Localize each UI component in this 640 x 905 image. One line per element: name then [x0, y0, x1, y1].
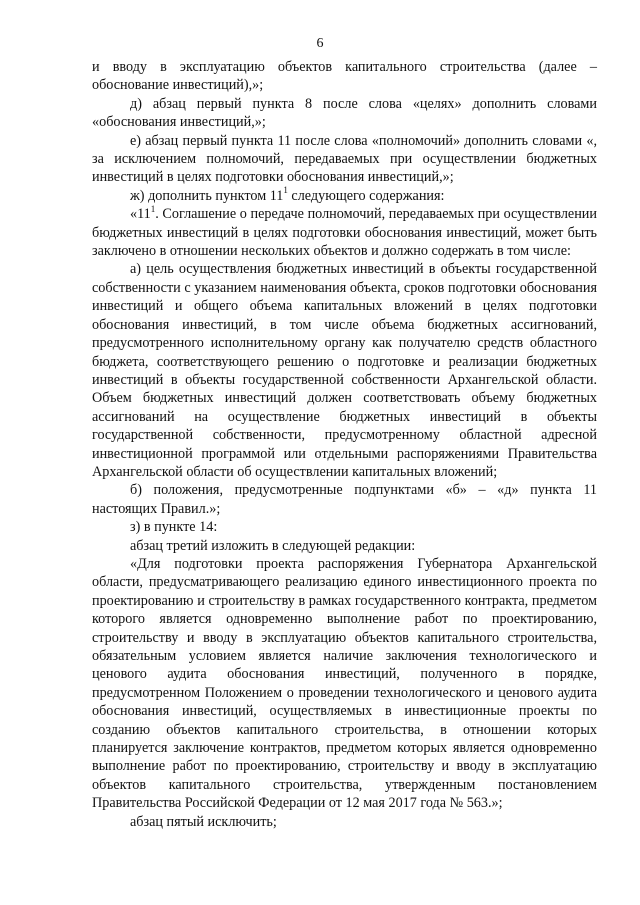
paragraph	[92, 537, 597, 555]
paragraph-text-continued: следующего содержания:	[287, 187, 445, 204]
paragraph-text: д) абзац первый пункта 8 после слова «целях» дополнить словами «обоснования инвестиций,»;	[92, 95, 597, 131]
superscript: 1	[283, 185, 288, 196]
superscript: 1	[150, 203, 156, 214]
document-body	[92, 58, 597, 831]
paragraph-text: и вводу в эксплуатацию объектов капитального строительства (далее – обоснование инвестиций),»;	[92, 59, 597, 94]
paragraph	[92, 555, 597, 813]
paragraph-text: з) в пункте 14:	[130, 519, 218, 536]
paragraph-text: а) цель осуществления бюджетных инвестиций в объекты государственной собственности с указанием наименования объекта, сроков подготовки обоснования инвестиций и общего объема капитальных вложений в целях подготовки обоснования инвестиций, в том числе объема бюджетных ассигнований, предусмотренного исполнительному органу как получателю средств областного бюджета, соответствующего решению о подготовке и реализации бюджетных инвестиций в объекты государственной собственности Архангельской области. Объем бюджетных инвестиций должен соответствовать объему бюджетных ассигнований на осуществление бюджетных инвестиций в объекты государственной собственности, предусмотренному областной адресной инвестиционной программой или отдельными распоряжениями Правительства Архангельской области об осуществлении капитальных вложений;	[92, 261, 597, 480]
paragraph-text: абзац третий изложить в следующей редакции:	[130, 537, 416, 554]
paragraph	[92, 813, 597, 831]
paragraph-text-continued: . Соглашение о передаче полномочий, передаваемых при осуществлении бюджетных инвестиций в целях подготовки обоснования инвестиций, может быть заключено в отношении нескольких объектов и должно содержать в том числе:	[92, 206, 597, 260]
paragraph	[92, 132, 597, 187]
paragraph-text: абзац пятый исключить;	[130, 813, 277, 830]
paragraph	[92, 518, 597, 536]
paragraph	[92, 205, 597, 260]
paragraph	[92, 481, 597, 518]
paragraph-text: «Для подготовки проекта распоряжения Губернатора Архангельской области, предусматривающего реализацию единого инвестиционного проекта по проектированию и строительству в рамках государственного контракта, предметом которого является одновременно выполнение работ по проектированию, строительству и вводу в эксплуатацию объектов капитального строительства, обязательным условием является наличие заключения технологического и ценового аудита обоснования инвестиций, полученного в порядке, предусмотренном Положением о проведении технологического и ценового аудита обоснования инвестиций, осуществляемых в инвестиционные проекты по созданию объектов капитального строительства, в отношении которых планируется заключение контрактов, предметом которых является одновременно выполнение работ по проектированию, строительству и вводу в эксплуатацию объектов капитального строительства, утвержденным постановлением Правительства Российской Федерации от 12 мая 2017 года № 563.»;	[92, 555, 597, 812]
paragraph-text: «11	[130, 206, 151, 223]
paragraph	[92, 58, 597, 95]
paragraph-text: е) абзац первый пункта 11 после слова «полномочий» дополнить словами «, за исключением полномочий, передаваемых при осуществлении бюджетных инвестиций в целях подготовки обоснования инвестиций,»;	[92, 132, 597, 186]
page-number: 6	[316, 36, 324, 51]
paragraph	[92, 260, 597, 481]
paragraph	[92, 187, 597, 205]
paragraph-text: ж) дополнить пунктом 11	[130, 187, 284, 204]
paragraph	[92, 95, 597, 132]
paragraph-text: б) положения, предусмотренные подпунктами «б» – «д» пункта 11 настоящих Правил.»;	[92, 482, 597, 517]
